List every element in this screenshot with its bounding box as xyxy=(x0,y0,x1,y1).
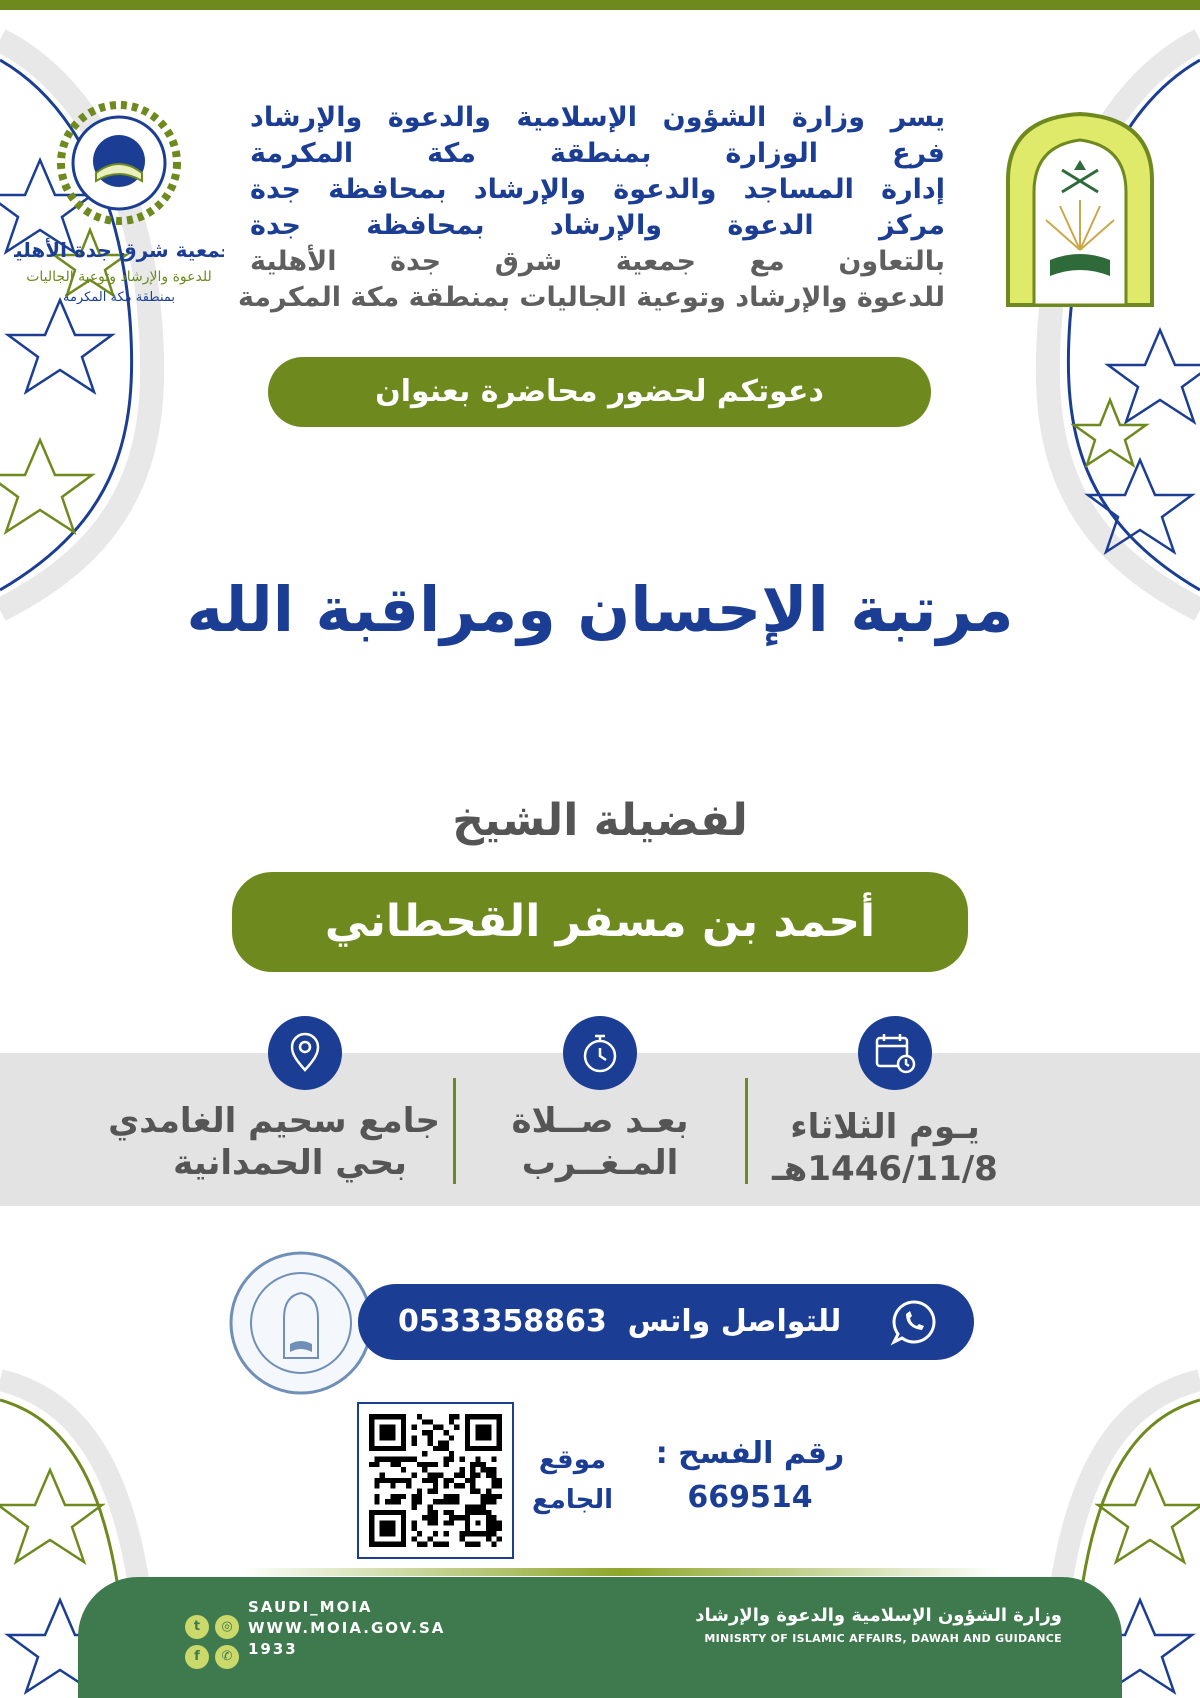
social-handle[interactable]: SAUDI_MOIA xyxy=(248,1598,373,1616)
intro-text-block xyxy=(237,100,945,316)
license-number: 669514 xyxy=(687,1480,813,1515)
sheikh-label: لفضيلة الشيخ xyxy=(452,795,748,846)
whatsapp-phone[interactable]: 0533358863 xyxy=(398,1304,607,1339)
whatsapp-label: للتواصل واتس xyxy=(627,1304,842,1339)
ministry-name-english: MINISRTY OF ISLAMIC AFFAIRS, DAWAH AND GUIDANCE xyxy=(704,1632,1062,1645)
details-divider xyxy=(453,1078,456,1184)
association-logo xyxy=(14,95,224,325)
lecture-title: مرتبة الإحسان ومراقبة الله xyxy=(186,573,1014,646)
event-time xyxy=(470,1100,730,1184)
footer-ministry-name xyxy=(695,1605,1062,1645)
whatsapp-icon xyxy=(890,1298,938,1346)
event-date xyxy=(760,1106,1010,1190)
facebook-icon[interactable]: f xyxy=(185,1645,209,1669)
footer-divider xyxy=(240,1568,1000,1576)
event-day: يـوم الثلاثاء xyxy=(790,1107,980,1147)
instagram-icon[interactable]: ◎ xyxy=(215,1615,239,1639)
intro-line: للدعوة والإرشاد وتوعية الجاليات بمنطقة مكة المكرمة xyxy=(237,282,945,313)
sheikh-name-banner: أحمد بن مسفر القحطاني xyxy=(232,872,968,972)
license-info xyxy=(640,1432,860,1520)
details-divider xyxy=(745,1078,748,1184)
mosque-location-qr-code[interactable] xyxy=(357,1402,514,1559)
event-district: بحي الحمدانية xyxy=(173,1143,407,1183)
intro-line: يسر وزارة الشؤون الإسلامية والدعوة والإرشاد xyxy=(250,102,945,133)
license-label: رقم الفسح : xyxy=(655,1436,845,1471)
intro-line: إدارة المساجد والدعوة والإرشاد بمحافظة جدة xyxy=(250,174,945,205)
ministry-name-arabic: وزارة الشؤون الإسلامية والدعوة والإرشاد xyxy=(695,1605,1062,1626)
intro-line: بالتعاون مع جمعية شرق جدة الأهلية xyxy=(250,246,945,277)
event-hijri-date: 1446/11/8هـ xyxy=(772,1149,998,1189)
whatsapp-contact[interactable] xyxy=(358,1284,974,1360)
location-pin-icon xyxy=(268,1016,342,1090)
ministry-logo xyxy=(1000,110,1160,310)
stopwatch-icon xyxy=(563,1016,637,1090)
official-stamp xyxy=(226,1248,376,1398)
event-place xyxy=(108,1100,440,1184)
mosque-site-label xyxy=(520,1440,625,1520)
website-link[interactable]: WWW.MOIA.GOV.SA xyxy=(248,1619,446,1637)
mosque-site-line1: موقع xyxy=(538,1445,607,1475)
twitter-icon[interactable]: t xyxy=(185,1615,209,1639)
calendar-icon xyxy=(858,1016,932,1090)
svg-text:للدعوة والإرشاد وتوعية الجاليا: للدعوة والإرشاد وتوعية الجاليات xyxy=(26,269,212,285)
event-time-line2: المـغــرب xyxy=(521,1143,679,1183)
event-time-line1: بعـد صــلاة xyxy=(511,1101,689,1141)
intro-line: مركز الدعوة والإرشاد بمحافظة جدة xyxy=(250,210,945,241)
event-mosque: جامع سحيم الغامدي xyxy=(108,1101,440,1141)
svg-text:بمنطقة مكة المكرمة: بمنطقة مكة المكرمة xyxy=(62,290,176,305)
footer-contacts xyxy=(248,1597,445,1660)
invitation-banner: دعوتكم لحضور محاضرة بعنوان xyxy=(268,357,931,427)
intro-line: فرع الوزارة بمنطقة مكة المكرمة xyxy=(250,138,945,169)
top-accent-bar xyxy=(0,0,1200,10)
footer xyxy=(78,1577,1122,1698)
whatsapp-text xyxy=(398,1284,841,1360)
svg-text:جمعية شرق جدة الأهلية: جمعية شرق جدة الأهلية xyxy=(14,238,224,262)
phone-icon[interactable]: ✆ xyxy=(215,1645,239,1669)
mosque-site-line2: الجامع xyxy=(531,1485,614,1515)
hotline-number[interactable]: 1933 xyxy=(248,1640,298,1658)
